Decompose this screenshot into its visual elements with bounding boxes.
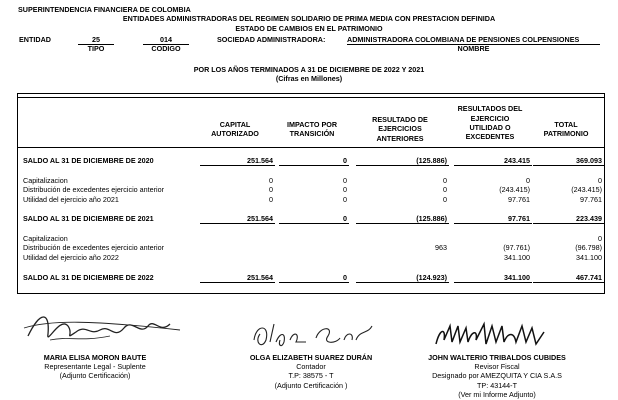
table-cell: 0 — [443, 185, 447, 194]
signer-name: MARIA ELISA MORON BAUTE — [43, 353, 147, 362]
nombre-label: NOMBRE — [457, 44, 490, 53]
sociedad-value: ADMINISTRADORA COLOMBIANA DE PENSIONES COLPENSIONES — [347, 35, 600, 45]
signer-detail: (Ver mi Informe Adjunto) — [458, 389, 536, 399]
signer-detail: (Adjunto Certificación) — [59, 371, 131, 381]
signature-suarez-image — [250, 316, 380, 352]
signer-detail: Designado por AMEZQUITA Y CIA S.A.S — [432, 371, 562, 381]
total-underline — [200, 223, 275, 224]
column-header-line: CAPITAL — [219, 119, 251, 129]
table-cell: 243.415 — [504, 156, 530, 165]
table-top-rule — [17, 97, 605, 98]
total-underline — [200, 165, 275, 166]
tipo-label: TIPO — [87, 44, 105, 53]
table-cell: 0 — [343, 273, 347, 282]
table-cell: 0 — [343, 185, 347, 194]
column-header-line: AUTORIZADO — [211, 129, 259, 138]
row-label: Distribución de excedentes ejercicio anterior — [23, 185, 165, 194]
total-underline — [356, 223, 449, 224]
table-cell: 97.761 — [508, 195, 530, 204]
table-cell: 0 — [443, 195, 447, 204]
entidad-label: ENTIDAD — [19, 35, 51, 44]
table-cell: (243.415) — [571, 185, 602, 194]
signer-detail: TP: 43144-T — [477, 380, 517, 390]
column-header-line: EJERCICIO — [470, 113, 510, 123]
column-header-line: UTILIDAD O — [469, 123, 511, 132]
signer-name: JOHN WALTERIO TRIBALDOS CUBIDES — [428, 353, 566, 362]
column-header-line: TRANSICIÓN — [289, 129, 335, 138]
column-header — [450, 104, 530, 142]
column-header — [276, 120, 348, 139]
table-cell: 0 — [526, 176, 530, 185]
table-cell: 251.564 — [247, 273, 273, 282]
codigo-value: 014 — [143, 35, 189, 45]
signature-block — [0, 353, 195, 381]
codigo-label: CODIGO — [151, 44, 181, 53]
table-cell: 963 — [435, 243, 447, 252]
table-cell: 0 — [269, 195, 273, 204]
column-header-line: EXCEDENTES — [465, 132, 515, 142]
row-label: SALDO AL 31 DE DICIEMBRE DE 2020 — [23, 156, 154, 165]
table-cell: 0 — [269, 176, 273, 185]
table-cell: (96.798) — [575, 243, 602, 252]
signer-detail: Contador — [296, 362, 326, 372]
total-underline — [200, 282, 275, 283]
row-label: SALDO AL 31 DE DICIEMBRE DE 2021 — [23, 214, 154, 223]
total-underline — [279, 282, 349, 283]
table-cell: 0 — [269, 185, 273, 194]
table-cell: 341.100 — [504, 253, 530, 262]
table-cell: 341.100 — [576, 253, 602, 262]
total-underline — [356, 165, 449, 166]
signer-detail: Representante Legal - Suplente — [44, 362, 146, 372]
total-underline — [454, 282, 532, 283]
column-header-line: RESULTADO DE — [372, 114, 428, 124]
row-label: Utilidad del ejercicio año 2022 — [23, 253, 119, 262]
table-header-rule — [17, 147, 605, 148]
table-cell: (97.761) — [503, 243, 530, 252]
units-line: (Cifras en Millones) — [275, 74, 343, 83]
signer-name: OLGA ELIZABETH SUAREZ DURÁN — [249, 353, 373, 362]
row-label: Utilidad del ejercicio año 2021 — [23, 195, 119, 204]
signer-detail: (Adjunto Certificación ) — [274, 380, 348, 390]
column-header-line: PATRIMONIO — [543, 129, 589, 138]
table-cell: 251.564 — [247, 156, 273, 165]
table-cell: 223.439 — [576, 214, 602, 223]
table-cell: 0 — [443, 176, 447, 185]
total-underline — [533, 165, 604, 166]
row-label: Capitalizacion — [23, 176, 68, 185]
header-org: SUPERINTENDENCIA FINANCIERA DE COLOMBIA — [18, 5, 191, 14]
signer-detail: Revisor Fiscal — [474, 362, 520, 372]
column-header — [530, 120, 602, 139]
column-header — [352, 115, 448, 143]
row-label: SALDO AL 31 DE DICIEMBRE DE 2022 — [23, 273, 154, 282]
column-header-line: TOTAL — [554, 119, 578, 129]
total-underline — [279, 165, 349, 166]
table-cell: 97.761 — [508, 214, 530, 223]
table-cell: 251.564 — [247, 214, 273, 223]
total-underline — [279, 223, 349, 224]
column-header-line: IMPACTO POR — [286, 119, 338, 129]
column-header-line: ANTERIORES — [376, 133, 424, 143]
column-header-line: EJERCICIOS — [378, 124, 422, 134]
table-cell: 0 — [343, 156, 347, 165]
total-underline — [356, 282, 449, 283]
tipo-value: 25 — [78, 35, 114, 45]
table-cell: 467.741 — [576, 273, 602, 282]
table-cell: 341.100 — [504, 273, 530, 282]
signer-detail: T.P: 38575 - T — [288, 371, 334, 381]
table-cell: (124.923) — [416, 273, 447, 282]
sociedad-label: SOCIEDAD ADMINISTRADORA: — [217, 35, 326, 44]
total-underline — [454, 165, 532, 166]
signature-tribaldos-image — [432, 318, 552, 352]
total-underline — [533, 282, 604, 283]
total-underline — [533, 223, 604, 224]
signature-block — [397, 353, 597, 399]
table-cell: 0 — [598, 176, 602, 185]
table-cell: 97.761 — [580, 195, 602, 204]
column-header — [197, 120, 273, 139]
signature-block — [211, 353, 411, 390]
table-cell: 0 — [343, 195, 347, 204]
signature-moron-image — [20, 306, 185, 352]
total-underline — [454, 223, 532, 224]
row-label: Distribución de excedentes ejercicio anterior — [23, 243, 165, 252]
column-header-line: RESULTADOS DEL — [457, 104, 523, 114]
table-cell: 0 — [343, 176, 347, 185]
table-cell: 369.093 — [576, 156, 602, 165]
table-cell: (125.886) — [416, 156, 447, 165]
row-label: Capitalizacion — [23, 234, 68, 243]
table-cell: (125.886) — [416, 214, 447, 223]
table-cell: 0 — [598, 234, 602, 243]
period-line: POR LOS AÑOS TERMINADOS A 31 DE DICIEMBRE DE 2022 Y 2021 — [193, 65, 425, 74]
table-cell: 0 — [343, 214, 347, 223]
table-cell: (243.415) — [499, 185, 530, 194]
header-entity-type: ENTIDADES ADMINISTRADORAS DEL REGIMEN SOLIDARIO DE PRIMA MEDIA CON PRESTACION DEFINIDA — [122, 14, 496, 23]
report-title: ESTADO DE CAMBIOS EN EL PATRIMONIO — [235, 24, 383, 33]
